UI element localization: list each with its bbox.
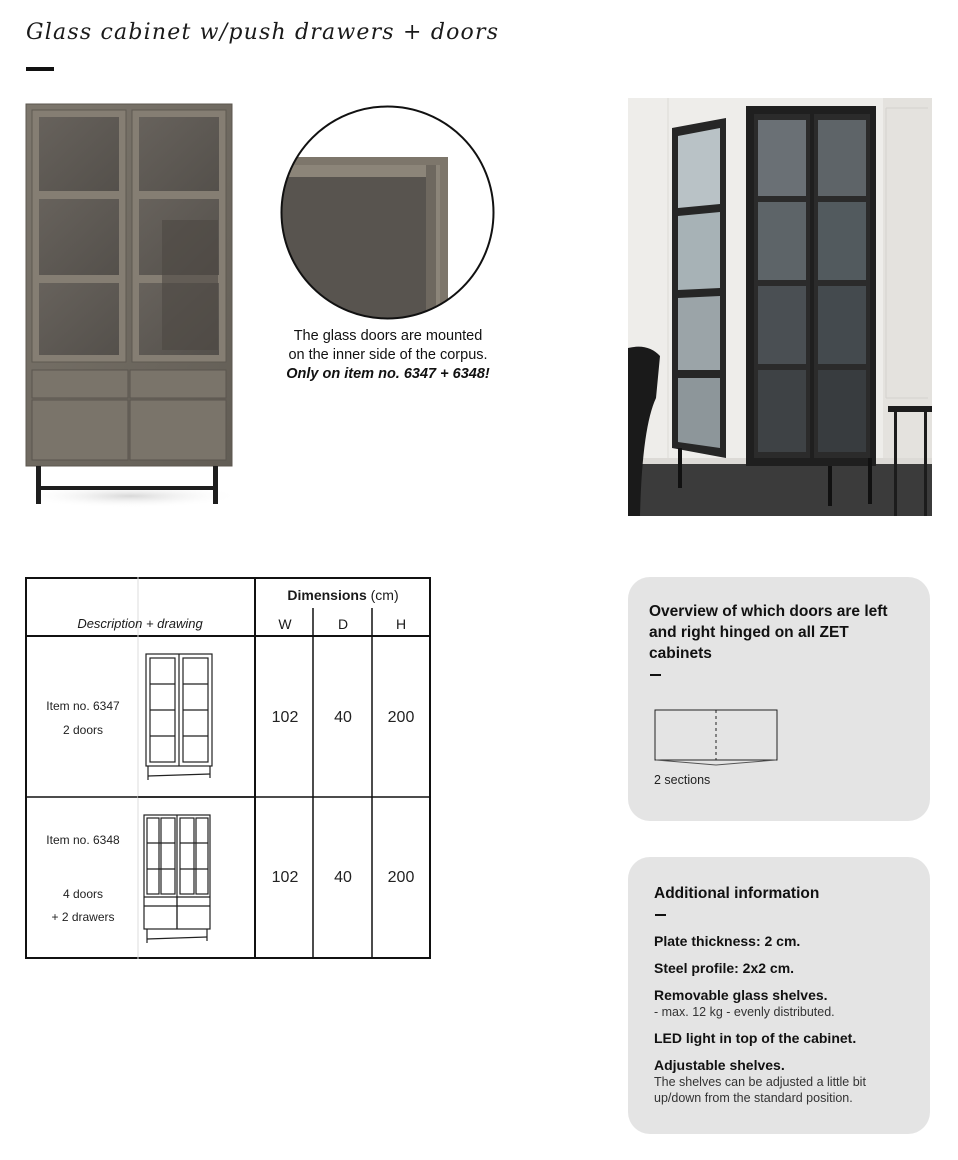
row1-w: 102	[271, 709, 299, 726]
info-item-title: Removable glass shelves.	[654, 987, 828, 1003]
hinge-overview-panel	[628, 577, 930, 821]
row1-h: 200	[387, 709, 415, 726]
info-item-title: LED light in top of the cabinet.	[654, 1030, 857, 1046]
additional-info-heading: Additional information	[654, 885, 820, 902]
spec-table-grid	[25, 577, 431, 959]
zoom-caption-line1: The glass doors are mounted	[293, 328, 483, 344]
dimensions-label: Dimensions	[287, 587, 367, 603]
title-dash	[26, 67, 54, 71]
page-title: Glass cabinet w/push drawers + doors	[26, 20, 500, 45]
info-item-plate	[654, 933, 914, 950]
cabinet-room-photo	[628, 98, 932, 516]
row2-spec-drawers: + 2 drawers	[51, 910, 115, 924]
glass-door-detail-zoom	[280, 105, 495, 320]
info-item-title: Adjustable shelves.	[654, 1057, 785, 1073]
dimensions-unit: (cm)	[370, 587, 399, 603]
two-sections-diagram	[654, 709, 780, 767]
hinge-dash	[650, 674, 661, 676]
cabinet-product-image	[20, 100, 240, 520]
dimensions-header	[255, 587, 431, 603]
sections-label: 2 sections	[654, 773, 711, 787]
cabinet-2-doors-drawing	[143, 652, 215, 782]
zoom-caption	[266, 327, 510, 384]
row1-d: 40	[334, 709, 352, 726]
spec-table	[25, 577, 431, 959]
row1-item-no: Item no. 6347	[46, 699, 120, 713]
desc-drawing-header: Description + drawing	[77, 616, 203, 631]
col-h-header: H	[395, 616, 407, 632]
info-item-detail: The shelves can be adjusted a little bit up/down from the standard position.	[654, 1075, 866, 1105]
info-item-title: Plate thickness: 2 cm.	[654, 933, 801, 949]
hinge-overview-heading: Overview of which doors are left and right hinged on all ZET cabinets	[649, 603, 888, 662]
info-item-adjustable	[654, 1057, 914, 1106]
row2-spec-doors: 4 doors	[62, 887, 104, 901]
col-d-header: D	[337, 616, 349, 632]
cabinet-4-doors-2-drawers-drawing	[141, 813, 213, 945]
col-w-header: W	[278, 616, 292, 632]
row2-w: 102	[271, 869, 299, 886]
info-item-shelves	[654, 987, 914, 1020]
row2-d: 40	[334, 869, 352, 886]
row2-item-no: Item no. 6348	[46, 833, 120, 847]
info-dash	[655, 914, 666, 916]
additional-info-panel	[628, 857, 930, 1134]
row1-spec: 2 doors	[62, 723, 104, 737]
zoom-caption-note: Only on item no. 6347 + 6348!	[286, 366, 490, 382]
info-item-steel	[654, 960, 914, 977]
info-item-title: Steel profile: 2x2 cm.	[654, 960, 795, 976]
zoom-caption-line2: on the inner side of the corpus.	[288, 347, 488, 363]
row2-h: 200	[387, 869, 415, 886]
info-item-detail: - max. 12 kg - evenly distributed.	[654, 1005, 835, 1019]
info-item-led	[654, 1030, 914, 1047]
